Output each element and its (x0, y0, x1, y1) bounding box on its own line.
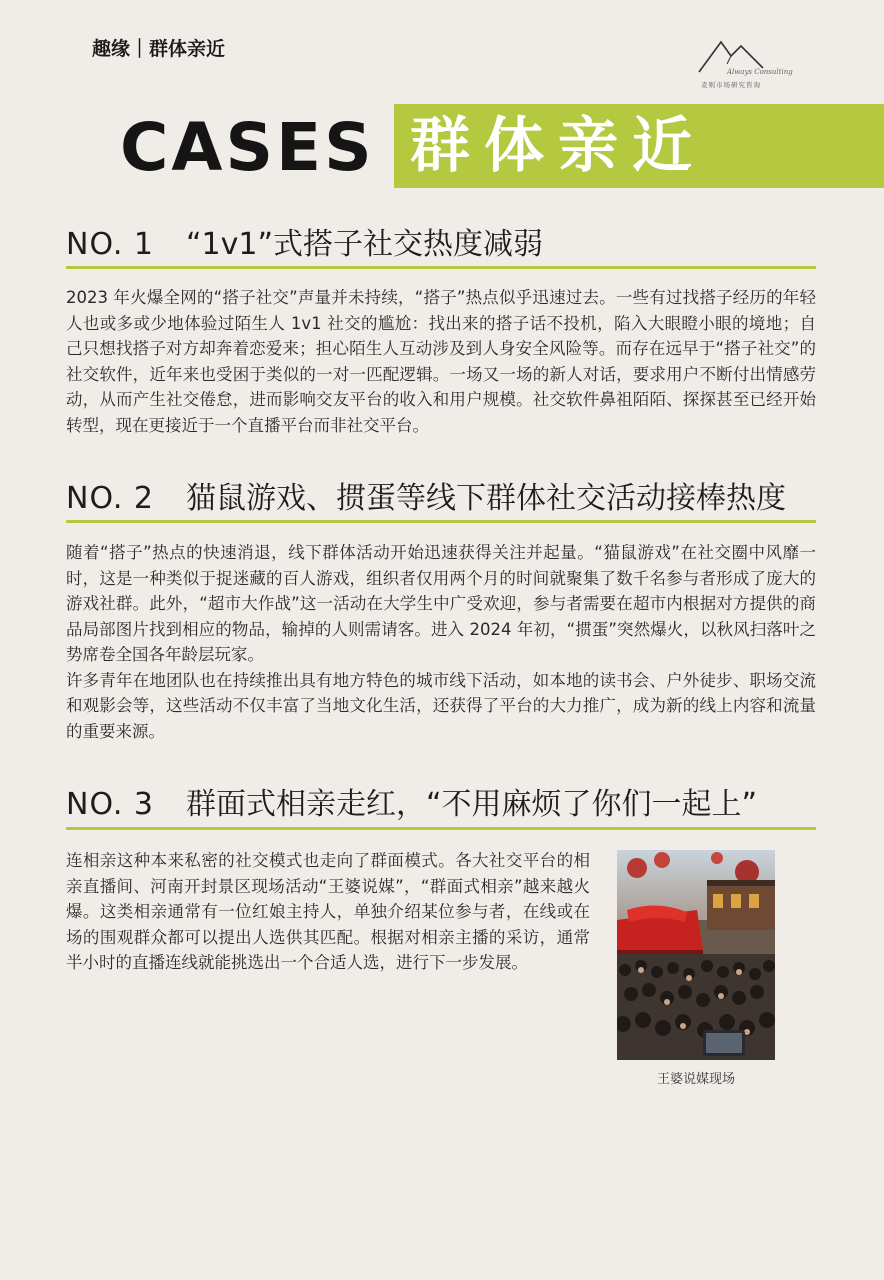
section-3-rule (66, 827, 816, 830)
matchmaking-event-photo (617, 850, 775, 1060)
brand-logo (693, 34, 793, 92)
section-2-body (66, 540, 816, 744)
logo-cn-text: 麦则市场研究咨询 (701, 81, 761, 89)
crowd-scene-image (617, 850, 775, 1060)
section-3-body (66, 848, 590, 976)
logo-script-text: Always Consulting (727, 68, 793, 76)
section-2-number: NO. 2 (66, 481, 154, 516)
section-1-rule (66, 266, 816, 269)
section-2-heading (66, 479, 786, 519)
banner-title: 群体亲近 (410, 111, 706, 181)
section-2-paragraph-1: 随着“搭子”热点的快速消退，线下群体活动开始迅速获得关注并起量。“猫鼠游戏”在社交圈中风靡一时，这是一种类似于捉迷藏的百人游戏，组织者仅用两个月的时间就聚集了数千名参与者形成了庞大的游戏社群。此外，“超市大作战”这一活动在大学生中广受欢迎，参与者需要在超市内根据对方提供的商品局部图片找到相应的物品，输掉的人则需请客。进入 2024 年初，“掼蛋”突然爆火，以秋风扫落叶之势席卷全国各年龄层玩家。 (66, 543, 816, 664)
cases-heading: CASES (120, 109, 375, 186)
section-2-paragraph-2: 许多青年在地团队也在持续推出具有地方特色的城市线下活动，如本地的读书会、户外徒步、职场交流和观影会等，这些活动不仅丰富了当地文化生活，还获得了平台的大力推广，成为新的线上内容和流量的重要来源。 (66, 670, 816, 741)
section-3-heading (66, 785, 757, 825)
section-1-title: “1v1”式搭子社交热度减弱 (186, 227, 544, 262)
title-banner (394, 104, 884, 188)
header-label: 趣缘｜群体亲近 (92, 38, 226, 60)
section-1-body (66, 285, 816, 438)
section-1-number: NO. 1 (66, 227, 154, 262)
section-3-title: 群面式相亲走红，“不用麻烦了你们一起上” (186, 787, 758, 822)
section-3-number: NO. 3 (66, 787, 154, 822)
section-2-title: 猫鼠游戏、掼蛋等线下群体社交活动接棒热度 (186, 481, 786, 516)
section-1-heading (66, 225, 543, 265)
section-2-rule (66, 520, 816, 523)
section-3-paragraph: 连相亲这种本来私密的社交模式也走向了群面模式。各大社交平台的相亲直播间、河南开封景区现场活动“王婆说媒”，“群面式相亲”越来越火爆。这类相亲通常有一位红娘主持人，单独介绍某位参与者，在线或在场的围观群众都可以提出人选供其匹配。根据对相亲主播的采访，通常半小时的直播连线就能挑选出一个合适人选，进行下一步发展。 (66, 851, 590, 972)
photo-caption: 王婆说媒现场 (656, 1072, 735, 1087)
section-1-paragraph: 2023 年火爆全网的“搭子社交”声量并未持续，“搭子”热点似乎迅速过去。一些有过找搭子经历的年轻人也或多或少地体验过陌生人 1v1 社交的尴尬：找出来的搭子话不投机，陷入大眼瞪小眼的境地；自己只想找搭子对方却奔着恋爱来；担心陌生人互动涉及到人身安全风险等。而存在远早于“搭子社交”的社交软件，近年来也受困于类似的一对一匹配逻辑。一场又一场的新人对话，要求用户不断付出情感劳动，从而产生社交倦怠，进而影响交友平台的收入和用户规模。社交软件鼻祖陌陌、探探甚至已经开始转型，现在更接近于一个直播平台而非社交平台。 (66, 288, 816, 435)
